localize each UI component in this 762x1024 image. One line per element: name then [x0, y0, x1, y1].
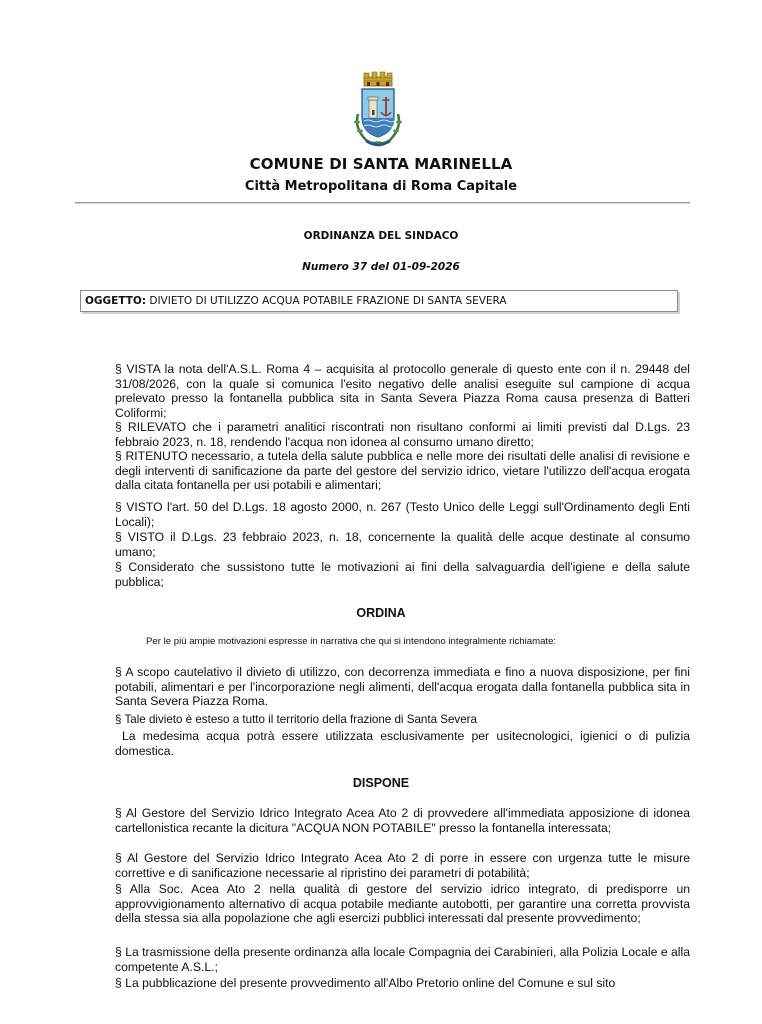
dispone-item-trasmissione: § La trasmissione della presente ordinanza alla locale Compagnia dei Carabinieri, alla Polizia Locale e alla competente A.S.L.;: [115, 945, 690, 974]
premise-visto-dlgs: § VISTO il D.Lgs. 23 febbraio 2023, n. 18, concernente la qualità delle acque destinate al consumo umano;: [115, 530, 690, 559]
ordina-item-usi: La medesima acqua potrà essere utilizzata esclusivamente per usitecnologici, igienici o di pulizia domestica.: [115, 729, 690, 758]
ordinance-title: ORDINANZA DEL SINDACO: [303, 230, 459, 242]
header-divider: [75, 202, 690, 204]
ordina-item-divieto: § A scopo cautelativo il divieto di utilizzo, con decorrenza immediata e fino a nuova disposizione, per fini potabili, alimentari e per l'incorporazione negli alimenti, dell'acqua erogata dalla fontanella pubblica sita in Santa Severa Piazza Roma.: [115, 665, 690, 708]
premise-visto-tuel: § VISTO l'art. 50 del D.Lgs. 18 agosto 2000, n. 267 (Testo Unico delle Leggi sull'Ordinamento degli Enti Locali);: [115, 500, 690, 529]
dispone-item-misure: § Al Gestore del Servizio Idrico Integrato Acea Ato 2 di porre in essere con urgenza tutte le misure correttive e di sanificazione necessarie al ripristino dei parametri di potabilità;: [115, 851, 690, 880]
premise-ritenuto: § RITENUTO necessario, a tutela della salute pubblica e nelle more dei risultati delle analisi di revisione e degli interventi di sanificazione da parte del gestore del servizio idrico, vietare l'utilizzo dell'acqua erogata dalla citata fontanella per usi potabili e alimentari;: [115, 449, 690, 492]
subject-label: OGGETTO:: [85, 295, 147, 307]
coat-of-arms-icon: [344, 70, 412, 150]
dispone-item-pubblicazione: § La pubblicazione del presente provvedimento all'Albo Pretorio online del Comune e sul sito: [115, 976, 616, 990]
dispone-item-autobotti: § Alla Soc. Acea Ato 2 nella qualità di gestore del servizio idrico integrato, di predisporre un approvvigionamento alternativo di acqua potabile mediante autobotti, per garantire una corretta provvista della stessa sia alla popolazione che agli esercizi pubblici interessati dal presente provvedimento;: [115, 882, 690, 925]
dispone-item-cartellonistica: § Al Gestore del Servizio Idrico Integrato Acea Ato 2 di provvedere all'immediata apposizione di idonea cartellonistica recante la dicitura "ACQUA NON POTABILE" presso la fontanella interessata;: [115, 806, 690, 835]
municipality-name: COMUNE DI SANTA MARINELLA: [249, 155, 513, 173]
metropolitan-city: Città Metropolitana di Roma Capitale: [244, 179, 518, 194]
ordina-preamble: Per le più ampie motivazioni espresse in narrativa che qui si intendono integralmente richiamate:: [146, 636, 557, 647]
subject-text: DIVIETO DI UTILIZZO ACQUA POTABILE FRAZIONE DI SANTA SEVERA: [146, 295, 507, 307]
premise-rilevato: § RILEVATO che i parametri analitici riscontrati non risultano conformi ai limiti previsti dal D.Lgs. 23 febbraio 2023, n. 18, rendendo l'acqua non idonea al consumo umano diretto;: [115, 420, 690, 449]
ordina-heading: ORDINA: [356, 606, 406, 620]
subject-box: [80, 290, 678, 312]
premise-vista-asl: § VISTA la nota dell'A.S.L. Roma 4 – acquisita al protocollo generale di questo ente con il n. 29448 del 31/08/2026, con la quale si comunica l'esito negativo delle analisi eseguite sul campione di acqua prelevato presso la fontanella pubblica sita in Santa Severa Piazza Roma causa presenza di Batteri Coliformi;: [115, 362, 690, 420]
dispone-heading: DISPONE: [352, 776, 410, 790]
premise-considerato: § Considerato che sussistono tutte le motivazioni ai fini della salvaguardia dell'igiene e della salute pubblica;: [115, 560, 690, 589]
ordina-item-esteso: § Tale divieto è esteso a tutto il territorio della frazione di Santa Severa: [115, 713, 477, 726]
ordinance-number: Numero 37 del 01-09-2026: [302, 261, 460, 273]
